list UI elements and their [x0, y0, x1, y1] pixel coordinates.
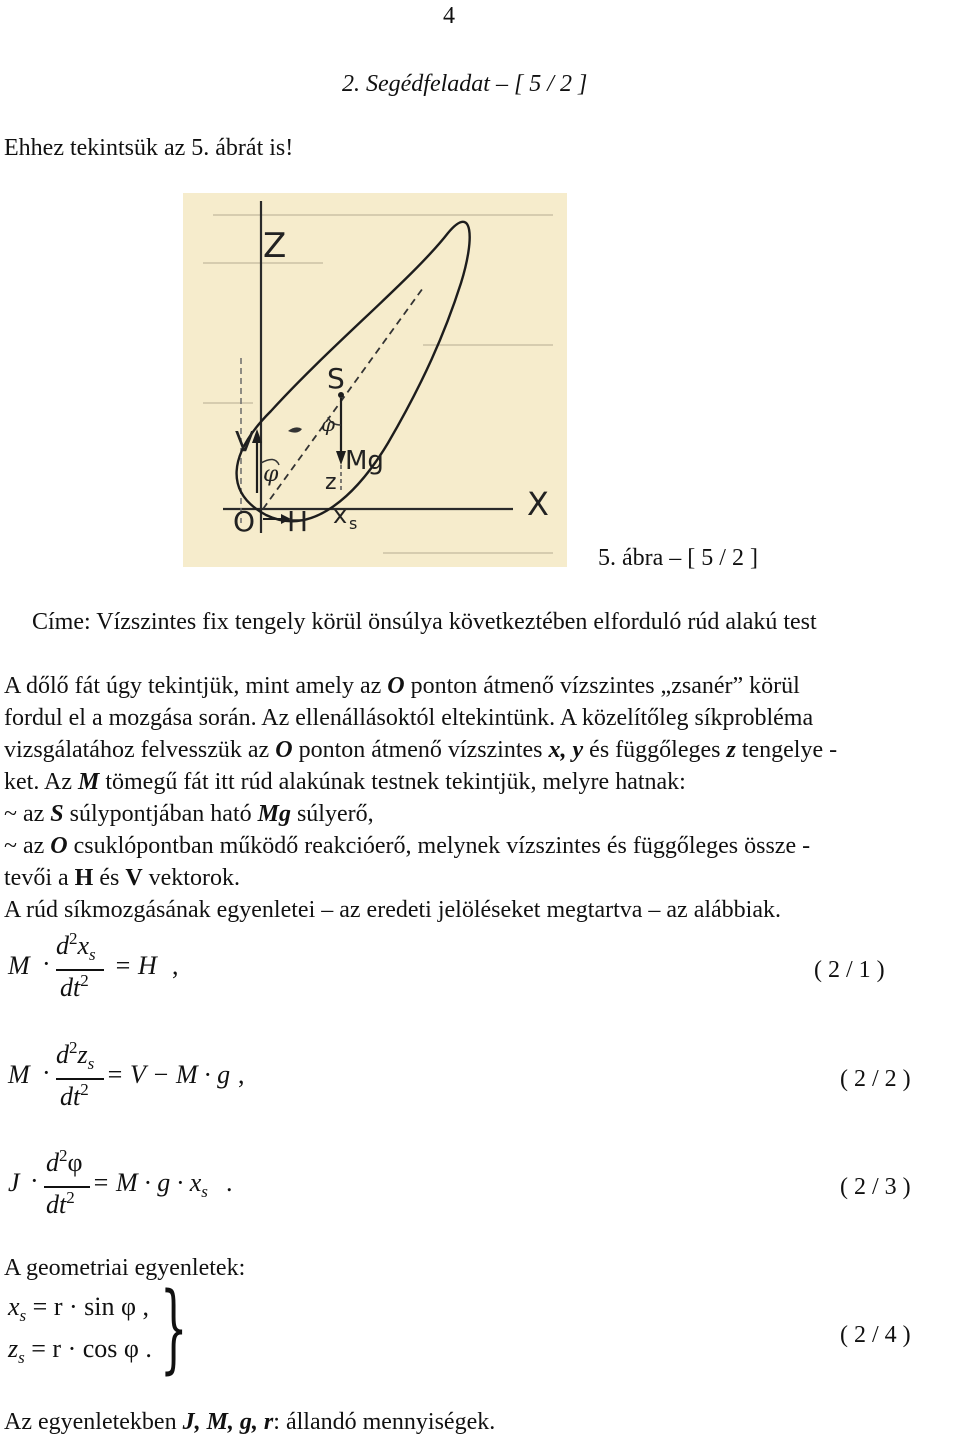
- page-number: 4: [443, 3, 455, 29]
- equation-2-1: M · $d^2x_s$ $dt^2$ = H , ( 2 / 1 ): [8, 929, 885, 1002]
- geometry-heading: A geometriai egyenletek:: [4, 1255, 246, 1281]
- figure-caption: 5. ábra – [ 5 / 2 ]: [598, 545, 758, 571]
- figure-drawing: [183, 193, 567, 567]
- paragraph-line-7: tevői a H és V vektorok.: [4, 865, 240, 891]
- label-phi-top: φ: [321, 412, 336, 436]
- equation-number: ( 2 / 1 ): [814, 957, 885, 983]
- intro-text: Ehhez tekintsük az 5. ábrát is!: [4, 135, 294, 161]
- constants-note: Az egyenletekben J, M, g, r: állandó mennyiségek.: [4, 1409, 496, 1435]
- label-z: Z: [263, 226, 287, 266]
- equation-2-3: J · $d^2\varphi$ $dt^2$ = $M \cdot g \cdot x_s$ . ( 2 / 3 ): [8, 1146, 911, 1219]
- section-heading: 2. Segédfeladat – [ 5 / 2 ]: [342, 71, 588, 97]
- rod-axis: [263, 288, 423, 509]
- equation-number: ( 2 / 4 ): [840, 1322, 911, 1348]
- equation-2-2: M · $d^2z_s$ $dt^2$ = V − M · g , ( 2 / 2 ): [8, 1038, 911, 1111]
- paragraph-line-1: A dőlő fát úgy tekintjük, mint amely az O ponton átmenő vízszintes „zsanér” körül: [4, 673, 800, 699]
- label-v: V: [235, 425, 255, 458]
- label-xs-sub: s: [349, 514, 358, 533]
- figure-title: Címe: Vízszintes fix tengely körül önsúlya következtében elforduló rúd alakú test: [32, 609, 817, 635]
- label-mg: Mg: [345, 446, 384, 476]
- label-x: X: [527, 485, 549, 523]
- label-phi-bottom: φ: [263, 462, 279, 487]
- paragraph-line-6: ~ az O csuklópontban működő reakcióerő, melynek vízszintes és függőleges össze -: [4, 833, 811, 859]
- paragraph-line-2: fordul el a mozgása során. Az ellenállásoktól eltekintünk. A közelítőleg síkprobléma: [4, 705, 814, 731]
- brace: }: [160, 1272, 188, 1384]
- label-o: O: [233, 505, 256, 538]
- equation-number: ( 2 / 2 ): [840, 1066, 911, 1092]
- label-xs: x: [333, 501, 348, 529]
- paragraph-line-5: ~ az S súlypontjában ható Mg súlyerő,: [4, 801, 374, 827]
- label-h: H: [287, 505, 309, 538]
- paragraph-line-8: A rúd síkmozgásának egyenletei – az eredeti jelöléseket megtartva – az alábbiak.: [4, 897, 781, 923]
- paragraph-line-4: ket. Az M tömegű fát itt rúd alakúnak testnek tekintjük, melyre hatnak:: [4, 769, 686, 795]
- figure-5: [183, 193, 567, 567]
- geometry-eq-2: $z_s = r \cdot \cos \varphi$ .: [8, 1334, 152, 1367]
- geometry-eq-1: $x_s = r \cdot \sin \varphi$ ,: [8, 1292, 149, 1325]
- label-s: S: [327, 362, 345, 395]
- label-zs: z: [325, 470, 337, 495]
- equation-number: ( 2 / 3 ): [840, 1174, 911, 1200]
- paragraph-line-3: vizsgálatához felvesszük az O ponton átmenő vízszintes x, y és függőleges z tengelye -: [4, 737, 838, 763]
